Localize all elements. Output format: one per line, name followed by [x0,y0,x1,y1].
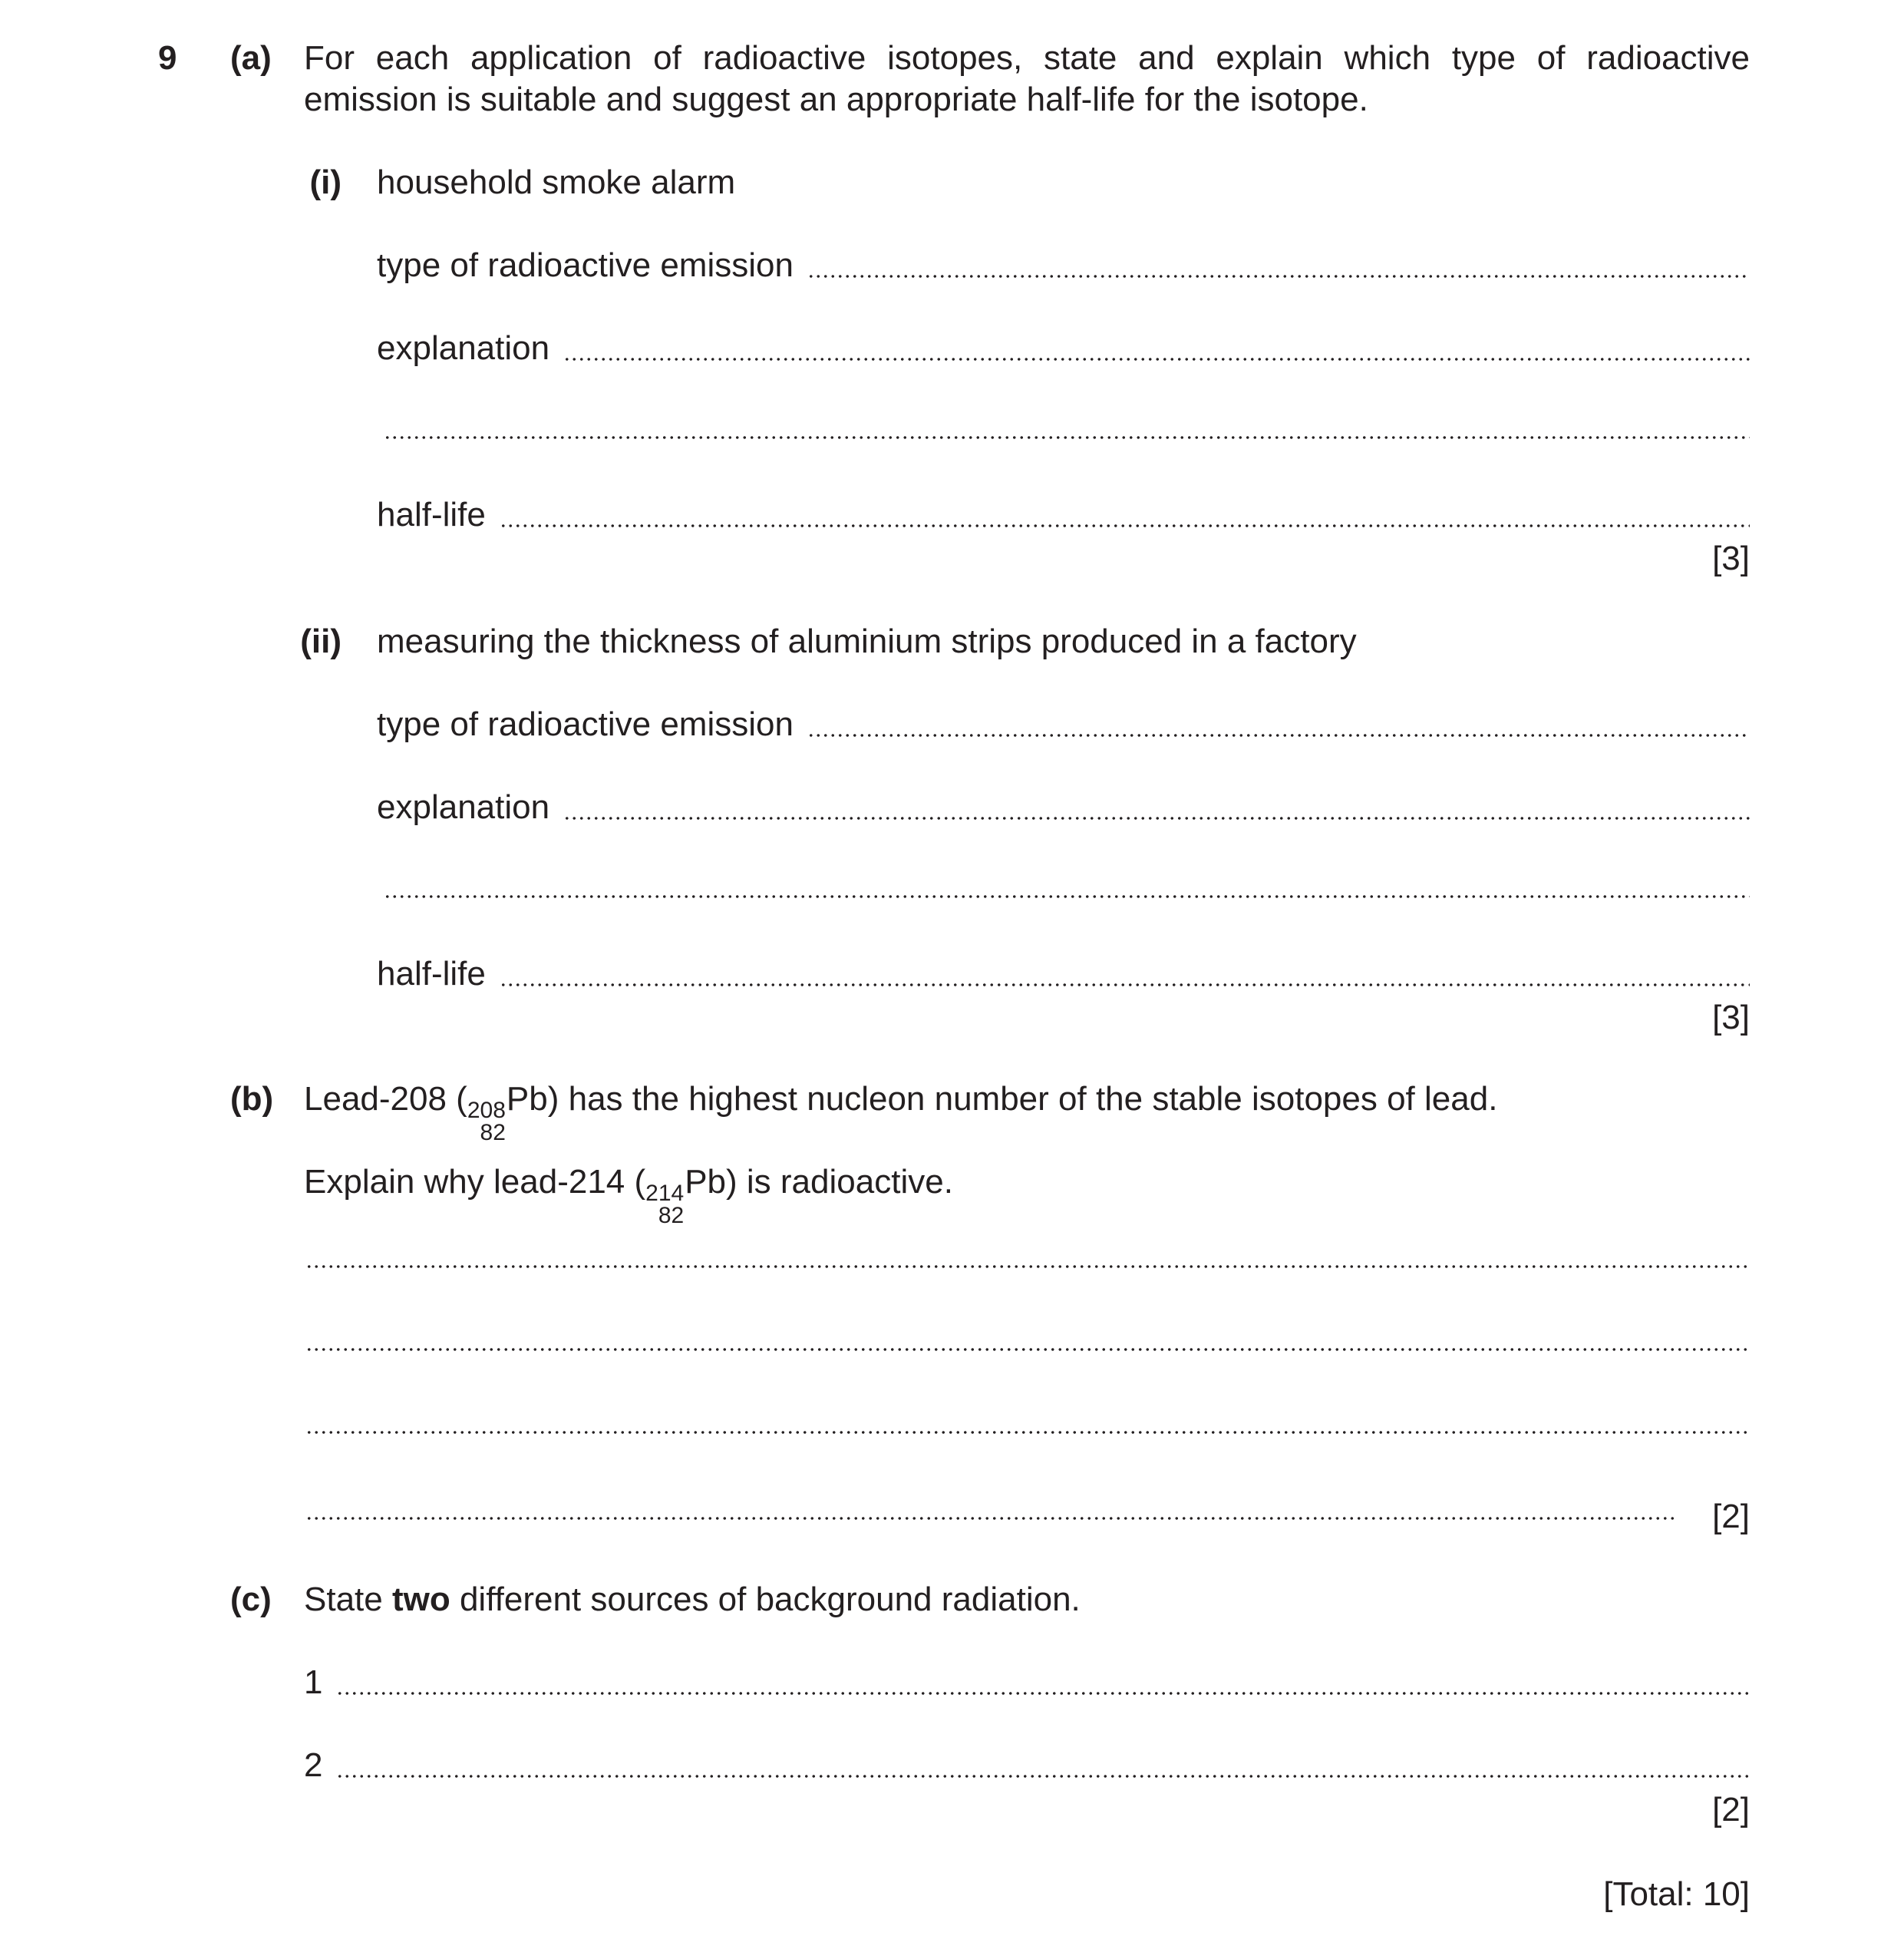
answer-dots [807,274,1750,279]
sub-ii-explanation-answer-line-2[interactable] [384,866,1750,907]
sub-ii-label: (ii) [300,623,342,660]
part-b-label: (b) [230,1080,274,1118]
sub-i-halflife-answer-line[interactable] [377,495,1750,536]
answer-dots [384,894,1750,899]
part-b-answer-line-4[interactable] [305,1488,1674,1528]
isotope-mass-number: 214 [645,1181,685,1206]
part-c-text-start: State [304,1581,392,1618]
part-c-answer-line-1[interactable] [304,1663,1750,1703]
sub-i-label: (i) [309,164,342,201]
question-total-marks: [Total: 10] [1603,1875,1750,1913]
sub-i-marks: [3] [1712,540,1750,577]
answer-dots [807,733,1750,738]
answer-dots [305,1264,1750,1269]
part-a-label: (a) [230,39,272,77]
isotope-atomic-number: 82 [480,1119,506,1145]
sub-ii-halflife-answer-line[interactable] [377,954,1750,995]
sub-i-emission-label: type of radioactive emission [377,246,794,284]
part-b-question-end: ) is radioactive. [726,1163,953,1201]
isotope-symbol: Pb [506,1080,548,1118]
part-c-item-2-label: 2 [304,1746,323,1784]
isotope-mass-number: 208 [467,1098,506,1123]
sub-i-explanation-label: explanation [377,329,550,367]
answer-dots [500,983,1750,987]
part-a-intro-line2: emission is suitable and suggest an appropriate half-life for the isotope. [304,81,1368,118]
answer-dots [384,435,1750,440]
answer-dots [500,524,1750,528]
answer-dots [305,1516,1674,1521]
answer-dots [305,1430,1750,1435]
part-b-answer-line-1[interactable] [305,1236,1750,1277]
sub-i-emission-answer-line[interactable] [377,246,1750,286]
question-number: 9 [158,39,177,77]
part-b-question [304,1162,953,1227]
isotope-atomic-number: 82 [658,1202,685,1228]
part-c-item-1-label: 1 [304,1663,323,1701]
part-c-text-end: different sources of background radiation. [450,1581,1081,1618]
answer-dots [305,1347,1750,1352]
part-b-statement [304,1079,1497,1144]
sub-i-title: household smoke alarm [377,164,736,201]
part-c-marks: [2] [1712,1791,1750,1828]
sub-ii-marks: [3] [1712,999,1750,1036]
sub-ii-emission-answer-line[interactable] [377,705,1750,745]
isotope-notation-lead-208 [467,1100,506,1144]
part-b-question-start: Explain why lead-214 ( [304,1163,646,1201]
sub-i-explanation-answer-line-2[interactable] [384,407,1750,448]
sub-i-explanation-answer-line[interactable] [377,329,1750,369]
part-b-marks: [2] [1712,1498,1750,1535]
part-b-statement-start: Lead-208 ( [304,1080,467,1118]
part-c-answer-line-2[interactable] [304,1746,1750,1786]
part-b-statement-end: ) has the highest nucleon number of the stable isotopes of lead. [547,1080,1498,1118]
isotope-notation-lead-214 [645,1183,684,1227]
sub-i-halflife-label: half-life [377,496,486,533]
part-c-text-emphasis: two [391,1581,450,1618]
sub-ii-explanation-label: explanation [377,788,550,826]
part-b-answer-line-3[interactable] [305,1402,1750,1442]
sub-ii-explanation-answer-line[interactable] [377,788,1750,828]
sub-ii-emission-label: type of radioactive emission [377,705,794,743]
answer-dots [336,1774,1750,1779]
part-c-label: (c) [230,1581,272,1618]
isotope-symbol: Pb [685,1163,727,1201]
answer-dots [336,1691,1750,1696]
part-a-intro-line1: For each application of radioactive isotopes, state and explain which type of radioactive [304,39,1750,77]
answer-dots [563,357,1750,362]
sub-ii-halflife-label: half-life [377,955,486,993]
part-c-question [304,1580,1081,1620]
part-b-answer-line-2[interactable] [305,1319,1750,1359]
sub-ii-title: measuring the thickness of aluminium strips produced in a factory [377,623,1357,660]
answer-dots [563,816,1750,821]
